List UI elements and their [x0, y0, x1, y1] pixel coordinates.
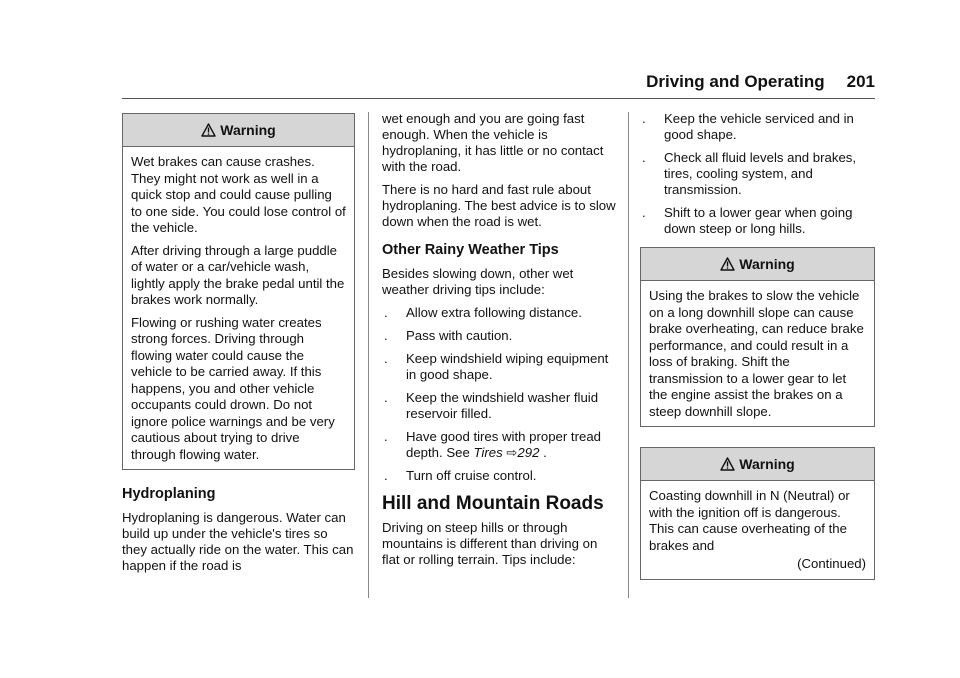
rainy-tips-list — [382, 305, 618, 484]
continued-label: (Continued) — [797, 556, 866, 571]
column-1 — [122, 113, 355, 581]
warning-box-downhill-brakes — [640, 247, 875, 427]
warning-box-wet-brakes — [122, 113, 355, 470]
list-item: . Shift to a lower gear when going down steep or long hills. — [642, 205, 853, 236]
warning-triangle-icon — [720, 450, 735, 482]
hill-tips-list — [640, 111, 875, 237]
warning-title: Warning — [220, 122, 276, 138]
column-2 — [382, 111, 618, 575]
page-number: 201 — [846, 72, 875, 91]
list-item: . Pass with caution. — [384, 328, 513, 343]
warning-box-coasting — [640, 447, 875, 580]
list-item: . Keep windshield wiping equipment in good shape. — [384, 351, 609, 382]
hydroplaning-heading: Hydroplaning — [122, 486, 216, 502]
list-item: . Check all fluid levels and brakes, tires, cooling system, and transmission. — [642, 150, 857, 197]
rainy-weather-heading: Other Rainy Weather Tips — [382, 242, 559, 258]
list-item: . Allow extra following distance. — [384, 305, 582, 320]
list-item: . Turn off cruise control. — [384, 468, 537, 483]
hydroplaning-continued: wet enough and you are going fast enough. When the vehicle is hydroplaning, it has little or no contact with the road. — [382, 111, 604, 174]
warning-paragraph: Using the brakes to slow the vehicle on a long downhill slope can cause brake overheating, can reduce brake performance, and could result in a loss of braking. Shift the transmission to a lower gear to let the engine assist the brakes on a steep downhill slope. — [649, 288, 864, 419]
tires-link[interactable]: Tires — [473, 445, 503, 460]
section-title: Driving and Operating — [646, 72, 825, 91]
page-arrow-icon: ⇨ — [506, 445, 518, 460]
column-divider-1 — [368, 112, 369, 598]
hill-mountain-text: Driving on steep hills or through mountains is different than driving on flat or rolling terrain. Tips include: — [382, 520, 598, 567]
page-header — [646, 72, 875, 92]
list-item: . Have good tires with proper tread depth. See Tires ⇨292 . — [384, 429, 601, 460]
list-item: . Keep the vehicle serviced and in good shape. — [642, 111, 854, 142]
list-item: . Keep the windshield washer fluid reservoir filled. — [384, 390, 599, 421]
warning-paragraph: After driving through a large puddle of water or a car/vehicle wash, lightly apply the brake pedal until the brakes work normally. — [131, 242, 345, 307]
hydroplaning-advice: There is no hard and fast rule about hydroplaning. The best advice is to slow down when the road is wet. — [382, 182, 616, 229]
header-rule — [122, 98, 875, 99]
warning-header — [123, 114, 354, 147]
column-3 — [640, 111, 875, 580]
warning-header — [641, 448, 874, 481]
rainy-intro: Besides slowing down, other wet weather driving tips include: — [382, 266, 574, 297]
tires-page-ref[interactable]: 292 — [517, 445, 540, 460]
warning-title: Warning — [739, 456, 795, 472]
warning-triangle-icon — [720, 250, 735, 282]
warning-header — [641, 248, 874, 281]
column-divider-2 — [628, 112, 629, 598]
warning-title: Warning — [739, 256, 795, 272]
warning-paragraph: Flowing or rushing water creates strong forces. Driving through flowing water could cause the vehicle to be carried away. If this happens, you and other vehicle occupants could drown. Do not ignore police warnings and be very cautious about trying to drive through flowing water. — [131, 314, 335, 462]
warning-body — [641, 281, 874, 426]
hill-mountain-heading: Hill and Mountain Roads — [382, 493, 604, 514]
warning-paragraph: Coasting downhill in N (Neutral) or with the ignition off is dangerous. This can cause overheating of the brakes and — [649, 488, 850, 553]
hydroplaning-text: Hydroplaning is dangerous. Water can build up under the vehicle's tires so they actually ride on the water. This can happen if the road is — [122, 510, 354, 573]
warning-triangle-icon — [201, 116, 216, 148]
warning-body — [123, 147, 354, 469]
warning-paragraph: Wet brakes can cause crashes. They might not work as well in a quick stop and could cause pulling to one side. You could lose control of the vehicle. — [131, 154, 346, 235]
warning-body — [641, 481, 874, 579]
